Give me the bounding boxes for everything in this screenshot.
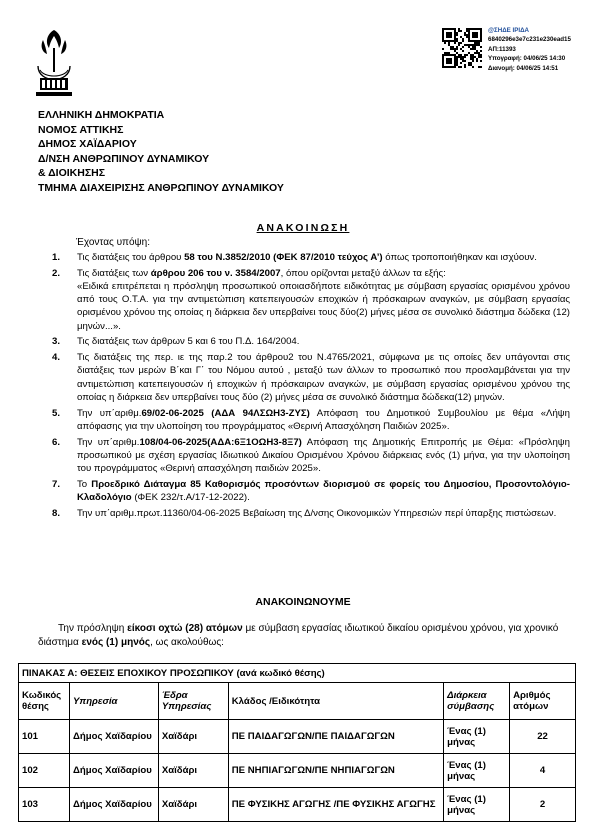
item-text: Απόφαση της Δημοτικής Επιτροπής με Θέμα: «Πρόσληψη προσωπικού με σχέση εργασίας Ιδιωτικού Δικαίου Ορισμένου Χρόνου διάρκειας ενός (1) μήνα, για την υλοποίηση του προγράμματος «Θερινή απασχόληση παιδιών 2025». [77,436,570,475]
item-bold-text: 69/02-06-2025 (ΑΔΑ 94ΛΣΩΗ3-ΖΥΣ) [141,407,310,419]
header-line: Δ/ΝΣΗ ΑΝΘΡΩΠΙΝΟΥ ΔΥΝΑΜΙΚΟΥ [38,152,210,165]
column-header: Διάρκεια σύμβασης [444,683,510,720]
list-item [50,436,570,476]
announcement-paragraph [38,622,570,650]
table-cell: Χαϊδάρι [158,754,228,788]
item-number: 4. [52,352,61,364]
header-line: & ΔΙΟΙΚΗΣΗΣ [38,167,106,180]
list-item [50,267,570,333]
table-cell: Ένας (1) μήνας [444,788,510,822]
list-item [50,335,570,348]
table-cell: ΠΕ ΠΑΙΔΑΓΩΓΩΝ/ΠΕ ΠΑΙΔΑΓΩΓΩΝ [228,720,443,754]
item-bold-text: Προεδρικό Διάταγμα 85 Καθορισμός προσόντων διορισμού σε φορείς του Δημοσίου, Προσοντολόγιο-Κλαδολόγιο [77,478,570,504]
protocol-number: ΑΠ:11393 [488,45,516,53]
table-cell: Ένας (1) μήνας [444,720,510,754]
item-number: 6. [52,436,61,448]
distribution-date: Διανομή: 04/06/25 14:51 [488,64,559,72]
qr-code [442,28,482,68]
column-header: Κλάδος /Ειδικότητα [228,683,443,720]
item-text: Τις διατάξεις του άρθρου [77,252,185,263]
table-cell: ΠΕ ΝΗΠΙΑΓΩΓΩΝ/ΠΕ ΝΗΠΙΑΓΩΓΩΝ [228,754,443,788]
table-caption: ΠΙΝΑΚΑΣ Α: ΘΕΣΕΙΣ ΕΠΟΧΙΚΟΥ ΠΡΟΣΩΠΙΚΟΥ (ανά κωδικό θέσης) [19,664,576,683]
table-cell: Δήμος Χαϊδαρίου [69,720,158,754]
table-cell: Χαϊδάρι [158,788,228,822]
header-line: ΕΛΛΗΝΙΚΗ ΔΗΜΟΚΡΑΤΙΑ [38,109,165,121]
item-bold-text: 58 του Ν.3852/2010 (ΦΕΚ 87/2010 τεύχος Α’) [184,252,383,263]
item-bold-text: άρθρου 206 του ν. 3584/2007 [150,267,281,279]
header-line: ΔΗΜΟΣ ΧΑΪΔΑΡΙΟΥ [38,138,137,151]
positions-table [18,663,576,822]
header-line: ΤΜΗΜΑ ΔΙΑΧΕΙΡΙΣΗΣ ΑΝΘΡΩΠΙΝΟΥ ΔΥΝΑΜΙΚΟΥ [38,181,284,194]
paragraph-text: με σύμβαση εργασίας ιδιωτικού δικαίου ορισμένου χρόνου, για χρονικό διάστημα [38,623,559,648]
item-text: Απόφαση του Δημοτικού Συμβουλίου με θέμα «Λήψη απόφασης για την υλοποίηση του προγράμματος «Θερινή Απασχόληση Παιδιών 2025». [77,407,570,432]
system-name: @ΣΗΔΕ ΙΡΙΔΑ [488,27,529,34]
item-text: όπως τροποποιήθηκαν και ισχύουν. [382,252,537,263]
item-text: (ΦΕΚ 232/τ.Α/17-12-2022). [131,492,250,504]
list-item [50,251,570,264]
item-number: 1. [52,252,61,263]
paragraph-bold: ενός (1) μηνός [81,637,151,648]
table-row [19,788,576,822]
item-text: Τις διατάξεις των [77,267,151,279]
item-text: , όπου ορίζονται μεταξύ άλλων τα εξής: [280,267,446,279]
item-bold-text: 108/04-06-2025(ΑΔΑ:6Ξ1ΟΩΗ3-8Ξ7) [139,436,302,448]
table-cell: 4 [510,754,576,788]
item-text: Την υπ΄αριθμ.πρωτ.11360/04-06-2025 Βεβαίωση της Δ/νσης Οικονομικών Υπηρεσιών περί ύπαρξης πιστώσεων. [77,507,557,519]
table-row [19,720,576,754]
legal-basis-list [50,251,570,523]
intro-text: Έχοντας υπόψη: [76,237,150,248]
item-number: 7. [52,478,61,490]
table-header-row [19,683,576,720]
municipality-logo [30,26,78,102]
item-number: 3. [52,336,61,348]
document-hash: 6840296e3e7c231e230ead15 [488,36,571,44]
list-item [50,478,570,504]
document-title: ΑΝΑΚΟΙΝΩΣΗ [256,222,350,234]
list-item [50,407,570,433]
item-number: 5. [52,407,61,419]
column-header: Αριθμός ατόμων [510,683,576,720]
table-cell: 101 [19,720,70,754]
table-cell: Χαϊδάρι [158,720,228,754]
header-line: ΝΟΜΟΣ ΑΤΤΙΚΗΣ [38,123,124,136]
signature-date: Υπογραφή: 04/06/25 14:30 [488,55,566,63]
list-item [50,351,570,404]
table-cell: Ένας (1) μήνας [444,754,510,788]
table-row [19,754,576,788]
item-text: Την υπ΄αριθμ. [77,436,140,448]
column-header: Υπηρεσία [69,683,158,720]
paragraph-text: , ως ακολούθως: [150,637,224,648]
announce-heading: ΑΝΑΚΟΙΝΩΝΟΥΜΕ [255,596,351,608]
item-text: Τις διατάξεις της περ. ιε της παρ.2 του άρθρου2 του Ν.4765/2021, σύμφωνα με τις οποίες δεν υπάγονται στις διατάξεις των μερών Β΄και Γ΄ του Νόμου αυτού , μεταξύ των άλλων το προσωπικό που προσλαμβάνεται για την αντιμετώπιση κατεπειγουσών ή εποχικών ή πρόσκαιρων αναγκών, με σύμβαση εργασίας ορισμένου χρόνου της οποίας η διάρκεια δεν υπερβαίνει τους δύο (2) μήνες μέσα σε συνολικό διάστημα δώδεκα(12) μηνών. [77,352,570,403]
table-cell: ΠΕ ΦΥΣΙΚΗΣ ΑΓΩΓΗΣ /ΠΕ ΦΥΣΙΚΗΣ ΑΓΩΓΗΣ [228,788,443,822]
column-header: Κωδικός θέσης [19,683,70,720]
item-number: 8. [52,507,61,519]
list-item [50,507,570,520]
item-text: Την υπ΄αριθμ. [77,407,142,419]
paragraph-bold: είκοσι οχτώ (28) ατόμων [127,623,243,634]
paragraph-text: Την πρόσληψη [58,623,128,634]
table-cell: 22 [510,720,576,754]
item-text: Το [77,478,92,490]
table-cell: Δήμος Χαϊδαρίου [69,788,158,822]
signature-info [488,26,571,73]
item-text: Τις διατάξεις των άρθρων 5 και 6 του Π.Δ. 164/2004. [77,336,300,348]
column-header: Έδρα Υπηρεσίας [158,683,228,720]
table-cell: 102 [19,754,70,788]
table-cell: 103 [19,788,70,822]
table-cell: 2 [510,788,576,822]
table-cell: Δήμος Χαϊδαρίου [69,754,158,788]
item-quote: «Ειδικά επιτρέπεται η πρόσληψη προσωπικού οποιασδήποτε ειδικότητας με σύμβαση εργασίας ορισμένου χρόνου από τους Ο.Τ.Α. για την αντιμετώπιση κατεπειγουσών εποχικών ή πρόσκαιρων αναγκών, με σύμβαση εργασίας ορισμένου χρόνου της οποίας η διάρκεια δεν υπερβαίνει τους δύο(2) μήνες μέσα σε συνολικό διάστημα δώδεκα (12) μηνών...». [77,281,570,332]
item-number: 2. [52,267,61,279]
issuer-header [38,108,284,196]
